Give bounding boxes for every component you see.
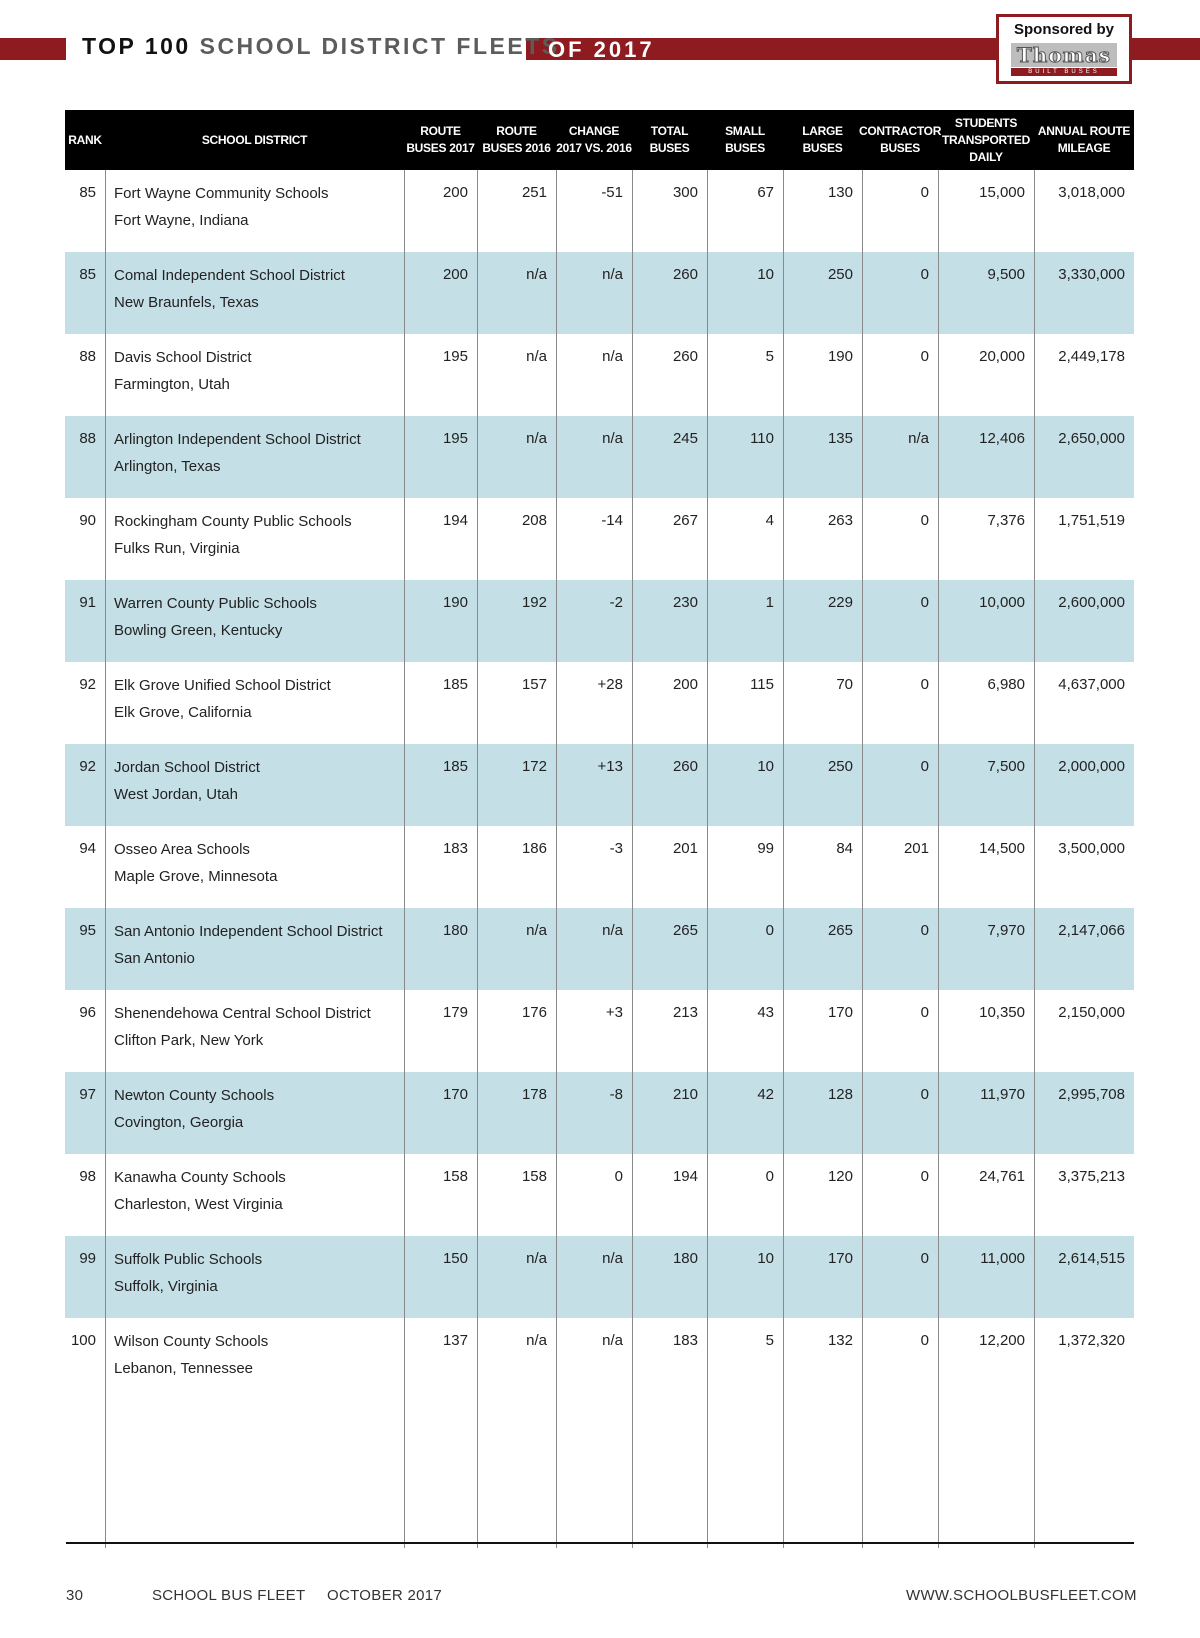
- district-location: Lebanon, Tennessee: [114, 1360, 254, 1377]
- rank-cell: 98: [79, 1168, 96, 1185]
- small-buses-cell: 10: [757, 1250, 774, 1267]
- total-buses-cell: 245: [672, 430, 698, 447]
- sponsor-label: Sponsored by: [1013, 21, 1114, 38]
- annual-mileage-cell: 2,650,000: [1058, 430, 1125, 447]
- table-row: [65, 990, 1134, 1072]
- rank-cell: 85: [79, 184, 96, 201]
- small-buses-cell: 5: [765, 348, 774, 365]
- route-buses-2016-cell: 176: [521, 1004, 547, 1021]
- route-buses-2016-cell: 172: [521, 758, 547, 775]
- large-buses-cell: 130: [827, 184, 853, 201]
- route-buses-2017-cell: 183: [442, 840, 468, 857]
- table-row: [65, 908, 1134, 990]
- route-buses-2016-cell: 158: [521, 1168, 547, 1185]
- students-daily-cell: 12,200: [979, 1332, 1025, 1349]
- change-cell: -3: [609, 840, 623, 857]
- total-buses-cell: 180: [672, 1250, 698, 1267]
- route-buses-2017-cell: 195: [442, 430, 468, 447]
- title-top: TOP 100: [82, 33, 191, 59]
- students-daily-cell: 9,500: [987, 266, 1025, 283]
- students-daily-cell: 15,000: [979, 184, 1025, 201]
- large-buses-cell: 170: [827, 1250, 853, 1267]
- table-row: [65, 744, 1134, 826]
- annual-mileage-cell: 2,449,178: [1058, 348, 1125, 365]
- total-buses-cell: 200: [672, 676, 698, 693]
- publication-name: SCHOOL BUS FLEET: [152, 1587, 306, 1604]
- small-buses-cell: 4: [765, 512, 774, 529]
- rank-cell: 85: [79, 266, 96, 283]
- annual-mileage-cell: 2,150,000: [1058, 1004, 1125, 1021]
- total-buses-cell: 260: [672, 266, 698, 283]
- table-row: [65, 416, 1134, 498]
- total-buses-cell: 183: [672, 1332, 698, 1349]
- district-name: Jordan School District: [114, 759, 260, 776]
- students-daily-cell: 7,500: [987, 758, 1025, 775]
- annual-mileage-cell: 2,995,708: [1058, 1086, 1125, 1103]
- students-daily-cell: 7,376: [987, 512, 1025, 529]
- small-buses-cell: 10: [757, 266, 774, 283]
- table-row: [65, 252, 1134, 334]
- col-students-daily-header: STUDENTS TRANSPORTED DAILY: [941, 115, 1031, 164]
- district-name: Warren County Public Schools: [114, 595, 317, 612]
- district-name: Wilson County Schools: [114, 1333, 269, 1350]
- change-cell: +13: [597, 758, 623, 775]
- column-divider: [938, 170, 939, 1548]
- sponsor-box: [996, 14, 1132, 84]
- district-location: San Antonio: [114, 950, 195, 967]
- table-row: [65, 580, 1134, 662]
- contractor-buses-cell: 0: [920, 922, 929, 939]
- contractor-buses-cell: 0: [920, 348, 929, 365]
- route-buses-2017-cell: 200: [442, 184, 468, 201]
- large-buses-cell: 265: [827, 922, 853, 939]
- students-daily-cell: 11,970: [980, 1086, 1025, 1103]
- fleet-table: [65, 110, 1134, 1400]
- large-buses-cell: 135: [827, 430, 853, 447]
- col-route-buses-2017-header: ROUTE BUSES 2017: [406, 124, 475, 155]
- contractor-buses-cell: 0: [920, 184, 929, 201]
- rank-cell: 96: [79, 1004, 96, 1021]
- rank-cell: 88: [79, 430, 96, 447]
- table-row: [65, 1154, 1134, 1236]
- large-buses-cell: 263: [827, 512, 853, 529]
- district-name: Arlington Independent School District: [114, 431, 361, 448]
- route-buses-2016-cell: n/a: [526, 430, 547, 447]
- col-large-buses-header: LARGE BUSES: [802, 124, 843, 155]
- change-cell: -14: [601, 512, 623, 529]
- route-buses-2017-cell: 185: [442, 758, 468, 775]
- district-name: Comal Independent School District: [114, 267, 345, 284]
- change-cell: n/a: [602, 1250, 623, 1267]
- col-total-buses-header: TOTAL BUSES: [649, 124, 690, 155]
- district-cell: [114, 754, 260, 808]
- annual-mileage-cell: 4,637,000: [1058, 676, 1125, 693]
- table-bottom-rule: [66, 1542, 1134, 1544]
- students-daily-cell: 12,406: [979, 430, 1025, 447]
- column-divider: [404, 170, 405, 1548]
- change-cell: n/a: [602, 1332, 623, 1349]
- district-name: Newton County Schools: [114, 1087, 275, 1104]
- rank-cell: 99: [79, 1250, 96, 1267]
- annual-mileage-cell: 3,500,000: [1058, 840, 1125, 857]
- annual-mileage-cell: 3,330,000: [1058, 266, 1125, 283]
- annual-mileage-cell: 3,018,000: [1058, 184, 1125, 201]
- route-buses-2016-cell: n/a: [526, 1250, 547, 1267]
- table-row: [65, 170, 1134, 252]
- small-buses-cell: 115: [750, 676, 774, 693]
- change-cell: 0: [614, 1168, 623, 1185]
- rank-cell: 90: [79, 512, 96, 529]
- students-daily-cell: 14,500: [979, 840, 1025, 857]
- district-name: Rockingham County Public Schools: [114, 513, 352, 530]
- district-cell: [114, 180, 329, 234]
- rank-cell: 94: [79, 840, 96, 857]
- district-cell: [114, 672, 331, 726]
- district-name: Elk Grove Unified School District: [114, 677, 331, 694]
- route-buses-2016-cell: n/a: [526, 922, 547, 939]
- rank-cell: 95: [79, 922, 96, 939]
- route-buses-2017-cell: 180: [442, 922, 468, 939]
- contractor-buses-cell: 0: [920, 676, 929, 693]
- table-row: [65, 662, 1134, 744]
- small-buses-cell: 43: [757, 1004, 774, 1021]
- annual-mileage-cell: 1,372,320: [1058, 1332, 1125, 1349]
- column-divider: [783, 170, 784, 1548]
- district-location: Fulks Run, Virginia: [114, 540, 240, 557]
- route-buses-2017-cell: 200: [442, 266, 468, 283]
- contractor-buses-cell: 0: [920, 594, 929, 611]
- district-location: Arlington, Texas: [114, 458, 221, 475]
- change-cell: -2: [609, 594, 623, 611]
- large-buses-cell: 190: [827, 348, 853, 365]
- col-school-district-header: SCHOOL DISTRICT: [201, 132, 308, 147]
- rank-cell: 91: [79, 594, 96, 611]
- sponsor-logo-sub: BUILT BUSES: [1011, 68, 1117, 76]
- large-buses-cell: 70: [836, 676, 853, 693]
- title-rest: SCHOOL DISTRICT FLEETS: [199, 33, 560, 59]
- rank-cell: 92: [79, 676, 96, 693]
- change-cell: -8: [609, 1086, 623, 1103]
- students-daily-cell: 10,350: [979, 1004, 1025, 1021]
- students-daily-cell: 6,980: [987, 676, 1025, 693]
- table-row: [65, 826, 1134, 908]
- annual-mileage-cell: 2,147,066: [1058, 922, 1125, 939]
- column-divider: [632, 170, 633, 1548]
- district-location: Covington, Georgia: [114, 1114, 244, 1131]
- sponsor-logo-word: Thomas: [1011, 43, 1117, 67]
- col-annual-mileage-header: ANNUAL ROUTE MILEAGE: [1037, 124, 1131, 155]
- route-buses-2017-cell: 170: [442, 1086, 468, 1103]
- route-buses-2017-cell: 158: [442, 1168, 468, 1185]
- small-buses-cell: 42: [757, 1086, 774, 1103]
- annual-mileage-cell: 2,000,000: [1058, 758, 1125, 775]
- col-route-buses-2016-header: ROUTE BUSES 2016: [482, 124, 551, 155]
- district-location: Suffolk, Virginia: [114, 1278, 218, 1295]
- contractor-buses-cell: 0: [920, 1332, 929, 1349]
- district-cell: [114, 508, 352, 562]
- district-name: Shenendehowa Central School District: [114, 1005, 371, 1022]
- total-buses-cell: 265: [672, 922, 698, 939]
- large-buses-cell: 250: [827, 266, 853, 283]
- col-contractor-buses-header: CONTRACTOR BUSES: [858, 124, 942, 155]
- large-buses-cell: 170: [827, 1004, 853, 1021]
- contractor-buses-cell: 0: [920, 1168, 929, 1185]
- district-cell: [114, 262, 345, 316]
- route-buses-2016-cell: n/a: [526, 1332, 547, 1349]
- change-cell: +28: [597, 676, 623, 693]
- district-cell: [114, 590, 317, 644]
- district-cell: [114, 1246, 262, 1300]
- annual-mileage-cell: 2,600,000: [1058, 594, 1125, 611]
- column-divider: [105, 170, 106, 1548]
- table-body: [65, 170, 1134, 1400]
- district-location: Charleston, West Virginia: [114, 1196, 283, 1213]
- district-name: Fort Wayne Community Schools: [114, 185, 329, 202]
- rank-cell: 100: [70, 1332, 96, 1349]
- title-year: OF 2017: [548, 37, 655, 62]
- district-name: Osseo Area Schools: [114, 841, 250, 858]
- page-number: 30: [66, 1587, 84, 1604]
- route-buses-2016-cell: n/a: [526, 266, 547, 283]
- district-name: San Antonio Independent School District: [114, 923, 383, 940]
- small-buses-cell: 5: [765, 1332, 774, 1349]
- small-buses-cell: 0: [765, 922, 774, 939]
- change-cell: n/a: [602, 266, 623, 283]
- students-daily-cell: 7,970: [987, 922, 1025, 939]
- contractor-buses-cell: 0: [920, 1250, 929, 1267]
- district-location: Bowling Green, Kentucky: [114, 622, 283, 639]
- small-buses-cell: 99: [757, 840, 774, 857]
- small-buses-cell: 10: [757, 758, 774, 775]
- contractor-buses-cell: 0: [920, 1086, 929, 1103]
- column-divider: [477, 170, 478, 1548]
- total-buses-cell: 300: [672, 184, 698, 201]
- total-buses-cell: 201: [672, 840, 698, 857]
- contractor-buses-cell: 0: [920, 1004, 929, 1021]
- large-buses-cell: 250: [827, 758, 853, 775]
- table-row: [65, 1072, 1134, 1154]
- annual-mileage-cell: 2,614,515: [1058, 1250, 1125, 1267]
- large-buses-cell: 132: [827, 1332, 853, 1349]
- small-buses-cell: 0: [765, 1168, 774, 1185]
- small-buses-cell: 1: [765, 594, 774, 611]
- large-buses-cell: 128: [827, 1086, 853, 1103]
- total-buses-cell: 230: [672, 594, 698, 611]
- route-buses-2017-cell: 185: [442, 676, 468, 693]
- route-buses-2017-cell: 194: [442, 512, 468, 529]
- small-buses-cell: 67: [757, 184, 774, 201]
- district-cell: [114, 1000, 371, 1054]
- district-location: Fort Wayne, Indiana: [114, 212, 249, 229]
- table-row: [65, 334, 1134, 416]
- change-cell: n/a: [602, 430, 623, 447]
- col-small-buses-header: SMALL BUSES: [725, 124, 765, 155]
- total-buses-cell: 260: [672, 758, 698, 775]
- students-daily-cell: 20,000: [979, 348, 1025, 365]
- change-cell: n/a: [602, 348, 623, 365]
- district-name: Kanawha County Schools: [114, 1169, 286, 1186]
- table-row: [65, 498, 1134, 580]
- sponsor-logo: [1011, 43, 1117, 75]
- column-divider: [862, 170, 863, 1548]
- issue-date: OCTOBER 2017: [327, 1587, 443, 1604]
- district-cell: [114, 1082, 274, 1136]
- contractor-buses-cell: n/a: [908, 430, 929, 447]
- table-header: [65, 110, 1134, 170]
- annual-mileage-cell: 3,375,213: [1058, 1168, 1125, 1185]
- students-daily-cell: 24,761: [979, 1168, 1025, 1185]
- route-buses-2017-cell: 179: [442, 1004, 468, 1021]
- table-row: [65, 1318, 1134, 1400]
- route-buses-2016-cell: 192: [521, 594, 547, 611]
- route-buses-2016-cell: 251: [521, 184, 547, 201]
- total-buses-cell: 210: [672, 1086, 698, 1103]
- large-buses-cell: 84: [836, 840, 853, 857]
- contractor-buses-cell: 0: [920, 266, 929, 283]
- route-buses-2017-cell: 137: [442, 1332, 468, 1349]
- column-divider: [1034, 170, 1035, 1548]
- district-location: Clifton Park, New York: [114, 1032, 264, 1049]
- district-cell: [114, 426, 361, 480]
- district-location: Farmington, Utah: [114, 376, 230, 393]
- route-buses-2017-cell: 195: [442, 348, 468, 365]
- route-buses-2016-cell: 186: [521, 840, 547, 857]
- rank-cell: 97: [79, 1086, 96, 1103]
- route-buses-2017-cell: 190: [442, 594, 468, 611]
- district-name: Suffolk Public Schools: [114, 1251, 263, 1268]
- district-location: West Jordan, Utah: [114, 786, 238, 803]
- large-buses-cell: 229: [827, 594, 853, 611]
- small-buses-cell: 110: [750, 430, 774, 447]
- change-cell: -51: [601, 184, 623, 201]
- district-cell: [114, 344, 252, 398]
- page-title: [82, 33, 560, 60]
- contractor-buses-cell: 201: [903, 840, 929, 857]
- change-cell: +3: [605, 1004, 623, 1021]
- route-buses-2016-cell: 208: [521, 512, 547, 529]
- column-divider: [707, 170, 708, 1548]
- district-cell: [114, 1164, 286, 1218]
- column-divider: [556, 170, 557, 1548]
- route-buses-2016-cell: 178: [521, 1086, 547, 1103]
- district-cell: [114, 836, 277, 890]
- district-cell: [114, 918, 383, 972]
- total-buses-cell: 213: [672, 1004, 698, 1021]
- district-location: Elk Grove, California: [114, 704, 252, 721]
- total-buses-cell: 267: [672, 512, 698, 529]
- students-daily-cell: 11,000: [980, 1250, 1025, 1267]
- col-rank-header: RANK: [68, 132, 102, 147]
- route-buses-2017-cell: 150: [442, 1250, 468, 1267]
- total-buses-cell: 194: [672, 1168, 698, 1185]
- rank-cell: 92: [79, 758, 96, 775]
- district-cell: [114, 1328, 268, 1382]
- col-change-header: CHANGE 2017 VS. 2016: [556, 124, 632, 155]
- contractor-buses-cell: 0: [920, 512, 929, 529]
- route-buses-2016-cell: n/a: [526, 348, 547, 365]
- contractor-buses-cell: 0: [920, 758, 929, 775]
- district-name: Davis School District: [114, 349, 252, 366]
- total-buses-cell: 260: [672, 348, 698, 365]
- table-row: [65, 1236, 1134, 1318]
- route-buses-2016-cell: 157: [521, 676, 547, 693]
- change-cell: n/a: [602, 922, 623, 939]
- students-daily-cell: 10,000: [979, 594, 1025, 611]
- website: WWW.SCHOOLBUSFLEET.COM: [906, 1587, 1137, 1604]
- annual-mileage-cell: 1,751,519: [1058, 512, 1125, 529]
- district-location: Maple Grove, Minnesota: [114, 868, 278, 885]
- district-location: New Braunfels, Texas: [114, 294, 259, 311]
- large-buses-cell: 120: [827, 1168, 853, 1185]
- rank-cell: 88: [79, 348, 96, 365]
